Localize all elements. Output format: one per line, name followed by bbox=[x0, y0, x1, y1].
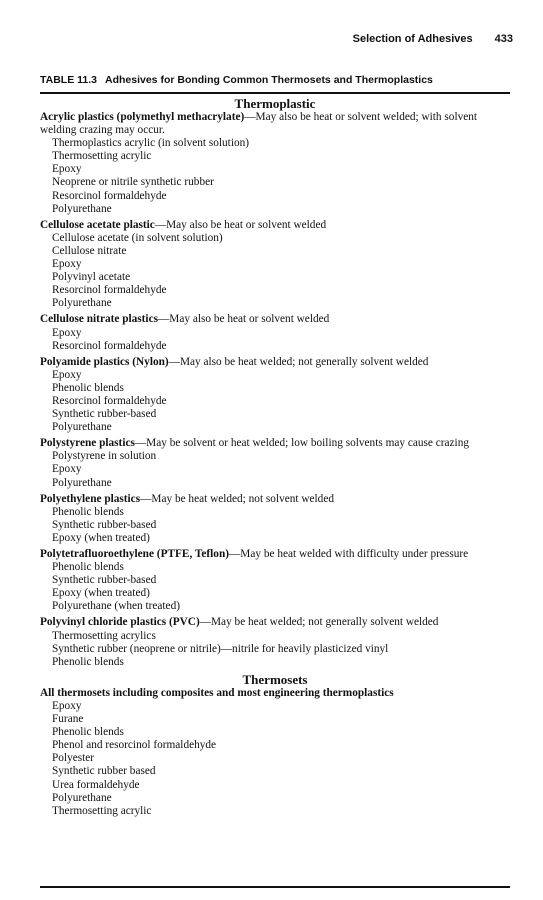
plastic-entry bbox=[40, 111, 510, 216]
plastic-name: Polytetrafluoroethylene (PTFE, Teflon) bbox=[40, 548, 229, 560]
adhesive-item: Phenolic blends bbox=[52, 505, 124, 518]
adhesive-item: Epoxy (when treated) bbox=[52, 587, 150, 600]
plastic-name: Acrylic plastics (polymethyl methacrylate) bbox=[40, 111, 245, 123]
plastic-name: Polyamide plastics (Nylon) bbox=[40, 355, 169, 368]
adhesive-item: Polyvinyl acetate bbox=[52, 271, 131, 284]
thermosets-heading: Thermosets bbox=[242, 671, 308, 687]
plastic-name: Polyethylene plastics bbox=[40, 492, 141, 505]
plastic-entry-heading bbox=[40, 548, 510, 561]
plastic-entry-heading bbox=[40, 356, 510, 369]
adhesive-item: Polystyrene in solution bbox=[52, 450, 157, 463]
plastic-name: Polyvinyl chloride plastics (PVC) bbox=[40, 616, 200, 629]
running-title: Selection of Adhesives bbox=[352, 33, 473, 45]
plastic-name: Cellulose acetate plastic bbox=[40, 218, 155, 231]
plastic-note: —May also be heat or solvent welded bbox=[157, 313, 330, 326]
table-label: TABLE 11.3 bbox=[40, 74, 97, 86]
plastic-entry-heading bbox=[40, 313, 510, 326]
adhesive-item: Resorcinol formaldehyde bbox=[52, 284, 167, 297]
adhesive-item: Polyurethane bbox=[52, 297, 112, 310]
thermosets-items bbox=[40, 700, 510, 818]
adhesive-item: Polyurethane bbox=[52, 476, 112, 489]
plastic-entry bbox=[40, 313, 510, 352]
adhesive-item: Epoxy bbox=[52, 163, 82, 176]
adhesive-item: Thermosetting acrylics bbox=[52, 629, 156, 642]
adhesive-item: Synthetic rubber-based bbox=[52, 408, 157, 421]
adhesive-item: Urea formaldehyde bbox=[52, 778, 140, 791]
table-body bbox=[40, 96, 510, 818]
adhesive-item: Resorcinol formaldehyde bbox=[52, 394, 167, 407]
plastic-entry bbox=[40, 219, 510, 311]
thermoplastic-heading: Thermoplastic bbox=[234, 96, 316, 111]
plastic-note: —May be heat welded; not solvent welded bbox=[140, 492, 334, 505]
adhesive-item: Cellulose nitrate bbox=[52, 244, 127, 257]
plastic-entry-heading bbox=[40, 493, 510, 506]
adhesive-item: Phenolic blends bbox=[52, 381, 124, 394]
table-title: Adhesives for Bonding Common Thermosets and Thermoplastics bbox=[105, 74, 433, 86]
plastic-entry bbox=[40, 493, 510, 545]
adhesive-item: Thermosetting acrylic bbox=[52, 150, 152, 163]
plastic-entry-heading bbox=[40, 219, 510, 232]
adhesive-item: Phenolic blends bbox=[52, 561, 124, 574]
plastic-name: Polystyrene plastics bbox=[40, 437, 135, 450]
adhesive-item: Epoxy bbox=[52, 368, 82, 381]
plastic-entry-heading bbox=[40, 111, 510, 137]
page-number: 433 bbox=[494, 33, 513, 45]
adhesive-item: Phenolic blends bbox=[52, 726, 124, 739]
adhesive-item: Synthetic rubber (neoprene or nitrile)—nitrile for heavily plasticized vinyl bbox=[52, 642, 389, 655]
plastic-note: —May be heat welded with difficulty under pressure bbox=[229, 548, 469, 560]
plastic-entry-heading bbox=[40, 437, 510, 450]
table-caption bbox=[40, 74, 520, 86]
adhesive-item: Neoprene or nitrile synthetic rubber bbox=[52, 176, 214, 189]
plastic-entry bbox=[40, 616, 510, 668]
plastic-entry bbox=[40, 437, 510, 489]
adhesive-item: Polyurethane bbox=[52, 202, 112, 215]
adhesive-item: Phenolic blends bbox=[52, 655, 124, 668]
table-top-rule bbox=[40, 92, 510, 94]
adhesive-item: Thermosetting acrylic bbox=[52, 804, 152, 817]
adhesive-item: Epoxy (when treated) bbox=[52, 531, 150, 544]
adhesive-item: Polyurethane (when treated) bbox=[52, 600, 180, 613]
plastic-note: —May be solvent or heat welded; low boiling solvents may cause crazing bbox=[134, 437, 469, 450]
adhesive-item: Epoxy bbox=[52, 699, 82, 712]
plastic-name: Cellulose nitrate plastics bbox=[40, 313, 158, 326]
adhesive-item: Epoxy bbox=[52, 463, 82, 476]
adhesive-item: Resorcinol formaldehyde bbox=[52, 189, 167, 202]
adhesive-item: Synthetic rubber-based bbox=[52, 518, 157, 531]
adhesive-item: Synthetic rubber-based bbox=[52, 574, 157, 587]
table-bottom-rule bbox=[40, 886, 510, 888]
adhesive-item: Resorcinol formaldehyde bbox=[52, 339, 167, 352]
adhesive-item: Epoxy bbox=[52, 258, 82, 271]
plastic-note: —May be heat welded; not generally solvent welded bbox=[199, 616, 439, 629]
adhesive-item: Phenol and resorcinol formaldehyde bbox=[52, 739, 217, 752]
plastic-note: —May also be heat or solvent welded; with solvent welding crazing may occur. bbox=[40, 111, 478, 137]
adhesive-item: Polyurethane bbox=[52, 421, 112, 434]
plastic-entry-heading bbox=[40, 616, 510, 629]
adhesive-item: Cellulose acetate (in solvent solution) bbox=[52, 231, 223, 244]
thermosets-group-title: All thermosets including composites and most engineering thermoplastics bbox=[40, 686, 394, 699]
adhesive-item: Polyurethane bbox=[52, 791, 112, 804]
adhesive-item: Polyester bbox=[52, 752, 95, 765]
adhesive-item: Synthetic rubber based bbox=[52, 765, 156, 778]
adhesive-item: Epoxy bbox=[52, 326, 82, 339]
plastic-note: —May also be heat or solvent welded bbox=[154, 218, 327, 231]
adhesive-item: Thermoplastics acrylic (in solvent solution) bbox=[52, 137, 250, 150]
plastic-note: —May also be heat welded; not generally solvent welded bbox=[168, 355, 429, 368]
plastic-entry bbox=[40, 548, 510, 613]
running-head bbox=[353, 33, 513, 45]
plastic-entry bbox=[40, 356, 510, 435]
thermoplastic-entries bbox=[40, 111, 510, 669]
adhesive-item: Furane bbox=[52, 713, 84, 726]
